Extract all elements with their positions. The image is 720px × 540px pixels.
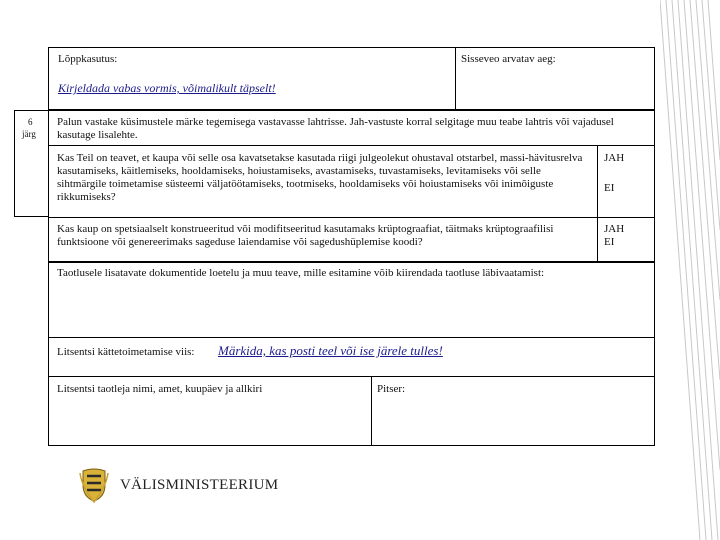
describe-note: Kirjeldada vabas vormis, võimalikult täpselt! — [58, 81, 276, 95]
seal-label: Pitser: — [377, 383, 406, 395]
delivery-label: Litsentsi kättetoimetamise viis: — [57, 346, 195, 358]
additional-docs-label: Taotlusele lisatavate dokumentide loetelu ja muu teave, mille esitamine võib kiirendada taotluse läbivaatamist: — [57, 267, 545, 279]
q2-yes-option[interactable]: JAH — [604, 223, 625, 235]
delivery-note: Märkida, kas posti teel või ise järele tulles! — [218, 343, 443, 358]
question-1: Kas Teil on teavet, et kaupa või selle osa kavatsetakse kasutada riigi julgeolekut ohustaval otstarbel, massi-hävitusrelva kasutamiseks, käitlemiseks, hooldamiseks, hoiustamiseks, avastamiseks, tuvastamiseks, levitamiseks või selle sihtmärgile toimetamise süsteemi väljatöötamiseks, tootmiseks, hooldamiseks või hoiustamiseks või inimõiguste rikkumiseks? — [57, 152, 583, 203]
row-number: 6 — [28, 117, 33, 127]
q1-no-option[interactable]: EI — [604, 182, 615, 194]
row-suffix: järg — [22, 129, 36, 139]
answer-column-divider — [597, 145, 598, 262]
instructions-text: Palun vastake küsimustele märke tegemisega vastavasse lahtrisse. Jah-vastuste korral selgitage muu teabe lahtris või vajadusel kasutage lisalehte. — [57, 116, 614, 141]
divider-2 — [48, 217, 655, 218]
applicant-label: Litsentsi taotleja nimi, amet, kuupäev ja allkiri — [57, 383, 263, 395]
q2-no-option[interactable]: EI — [604, 236, 615, 248]
decorative-lines — [660, 0, 720, 540]
ministry-name: VÄLISMINISTEERIUM — [120, 477, 279, 493]
coat-of-arms-icon — [79, 467, 109, 503]
import-time-label: Sisseveo arvatav aeg: — [461, 53, 556, 65]
seal-box[interactable] — [371, 376, 655, 446]
question-2: Kas kaup on spetsiaalselt konstrueeritud või modifitseeritud kasutamaks krüptograafiat, täitmaks krüptograafilisi funktsioone või genereerimaks sageduse laiendamise või sagedushüplemise koodi? — [57, 223, 554, 248]
divider-1 — [48, 145, 655, 146]
q1-yes-option[interactable]: JAH — [604, 152, 625, 164]
end-use-label: Lõppkasutus: — [58, 53, 118, 65]
